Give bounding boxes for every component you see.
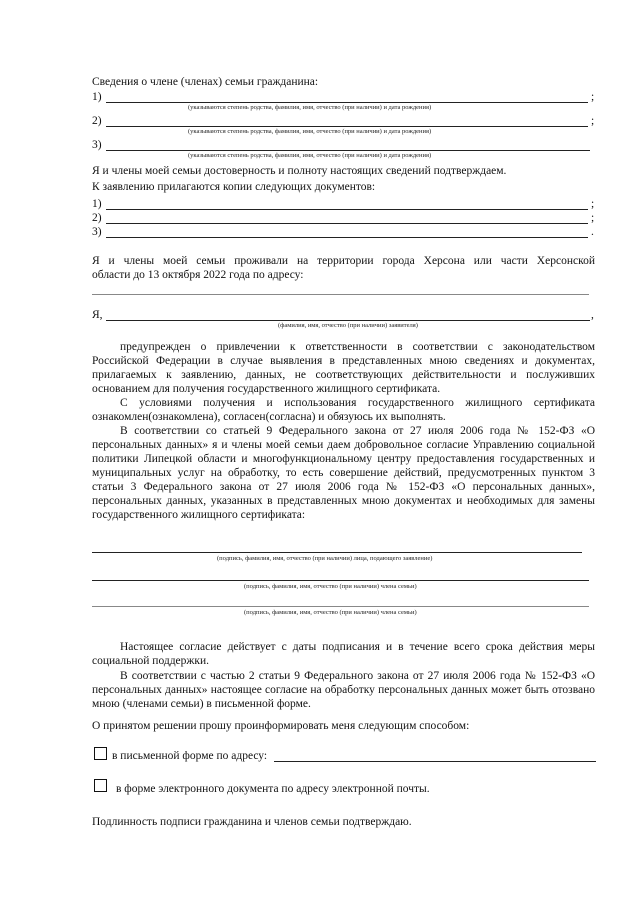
attachment-2-field[interactable]: [106, 223, 588, 224]
attachments-heading: К заявлению прилагаются копии следующих документов:: [92, 181, 376, 193]
attachment-1-number: 1): [92, 198, 102, 210]
declarant-prefix: Я,: [92, 309, 103, 321]
declarant-name-field[interactable]: [106, 320, 590, 321]
attachment-1-field[interactable]: [106, 209, 588, 210]
written-address-field[interactable]: [274, 761, 596, 762]
member-2-field[interactable]: [106, 126, 588, 127]
attachment-3-number: 3): [92, 226, 102, 238]
member-3-hint: (указываются степень родства, фамилия, имя, отчество (при наличии) и дата рождения): [188, 152, 432, 159]
signature-authenticity-note: Подлинность подписи гражданина и членов семьи подтверждаю.: [92, 816, 412, 828]
member-2-hint: (указываются степень родства, фамилия, имя, отчество (при наличии) и дата рождения): [188, 128, 432, 135]
attachment-3-end: .: [591, 226, 594, 238]
member-1-field[interactable]: [106, 102, 588, 103]
attachment-3-field[interactable]: [106, 237, 588, 238]
residence-text-line1: Я и члены моей семьи проживали на территории города Херсона или части Херсонской: [92, 255, 595, 267]
signature-3-field[interactable]: [92, 606, 589, 607]
residence-address-field[interactable]: [92, 294, 589, 295]
electronic-form-label: в форме электронного документа по адресу электронной почты.: [116, 783, 430, 795]
members-confirm: Я и члены моей семьи достоверность и полноту настоящих сведений подтверждаем.: [92, 165, 507, 177]
written-form-label: в письменной форме по адресу:: [112, 750, 268, 762]
attachment-1-end: ;: [591, 198, 595, 210]
attachment-2-end: ;: [591, 212, 595, 224]
signature-2-hint: (подпись, фамилия, имя, отчество (при наличии) члена семьи): [244, 583, 417, 590]
paragraph-warned: предупрежден о привлечении к ответственности в соответствии с законодательством Российской Федерации в случае выявления в представленных мною сведениях и документах, прилагаемых к заявлению, данных, не соответствующих действительности и послуживших основанием для получения государственного жилищного сертификата.: [92, 341, 595, 395]
attachment-2-number: 2): [92, 212, 102, 224]
paragraph-validity: Настоящее согласие действует с даты подписания и в течение всего срока действия меры социальной поддержки.: [92, 641, 595, 667]
paragraph-revocation: В соответствии с частью 2 статьи 9 Федерального закона от 27 июля 2006 года № 152-ФЗ «О персональных данных» настоящее согласие на обработку персональных данных может быть отозвано мною (членами семьи) в письменной форме.: [92, 670, 595, 710]
paragraph-consent: В соответствии со статьей 9 Федерального закона от 27 июля 2006 года № 152-ФЗ «О персональных данных» я и члены моей семьи даем добровольное согласие Управлению социальной политики Липецкой области и многофункциональному центру предоставления государственных и муниципальных услуг на обработку, то есть совершение действий, предусмотренных пунктом 3 статьи 3 Федерального закона от 27 июля 2006 года № 152-ФЗ «О персональных данных», персональных данных, указанных в представленных мною документах и необходимых для замены государственного жилищного сертификата:: [92, 425, 595, 521]
members-heading: Сведения о члене (членах) семьи гражданина:: [92, 76, 319, 88]
member-1-hint: (указываются степень родства, фамилия, имя, отчество (при наличии) и дата рождения): [188, 104, 432, 111]
residence-text-line2: области до 13 октября 2022 года по адресу:: [92, 269, 304, 281]
member-2-number: 2): [92, 115, 102, 127]
member-3-number: 3): [92, 139, 102, 151]
member-3-field[interactable]: [106, 150, 590, 151]
member-2-end: ;: [591, 115, 595, 127]
signature-1-hint: (подпись, фамилия, имя, отчество (при наличии) лица, подающего заявление): [217, 555, 433, 562]
electronic-form-checkbox[interactable]: [94, 779, 107, 792]
signature-1-field[interactable]: [92, 552, 582, 553]
declarant-end: ,: [591, 309, 594, 321]
notify-heading: О принятом решении прошу проинформировать меня следующим способом:: [92, 720, 470, 732]
written-form-checkbox[interactable]: [94, 747, 107, 760]
declarant-hint: (фамилия, имя, отчество (при наличии) заявителя): [278, 322, 418, 329]
member-1-number: 1): [92, 91, 102, 103]
signature-2-field[interactable]: [92, 580, 589, 581]
paragraph-conditions: С условиями получения и использования государственного жилищного сертификата ознакомлен(ознакомлена), согласен(согласна) и обязуюсь их выполнять.: [92, 397, 595, 423]
signature-3-hint: (подпись, фамилия, имя, отчество (при наличии) члена семьи): [244, 609, 417, 616]
member-1-end: ;: [591, 91, 595, 103]
